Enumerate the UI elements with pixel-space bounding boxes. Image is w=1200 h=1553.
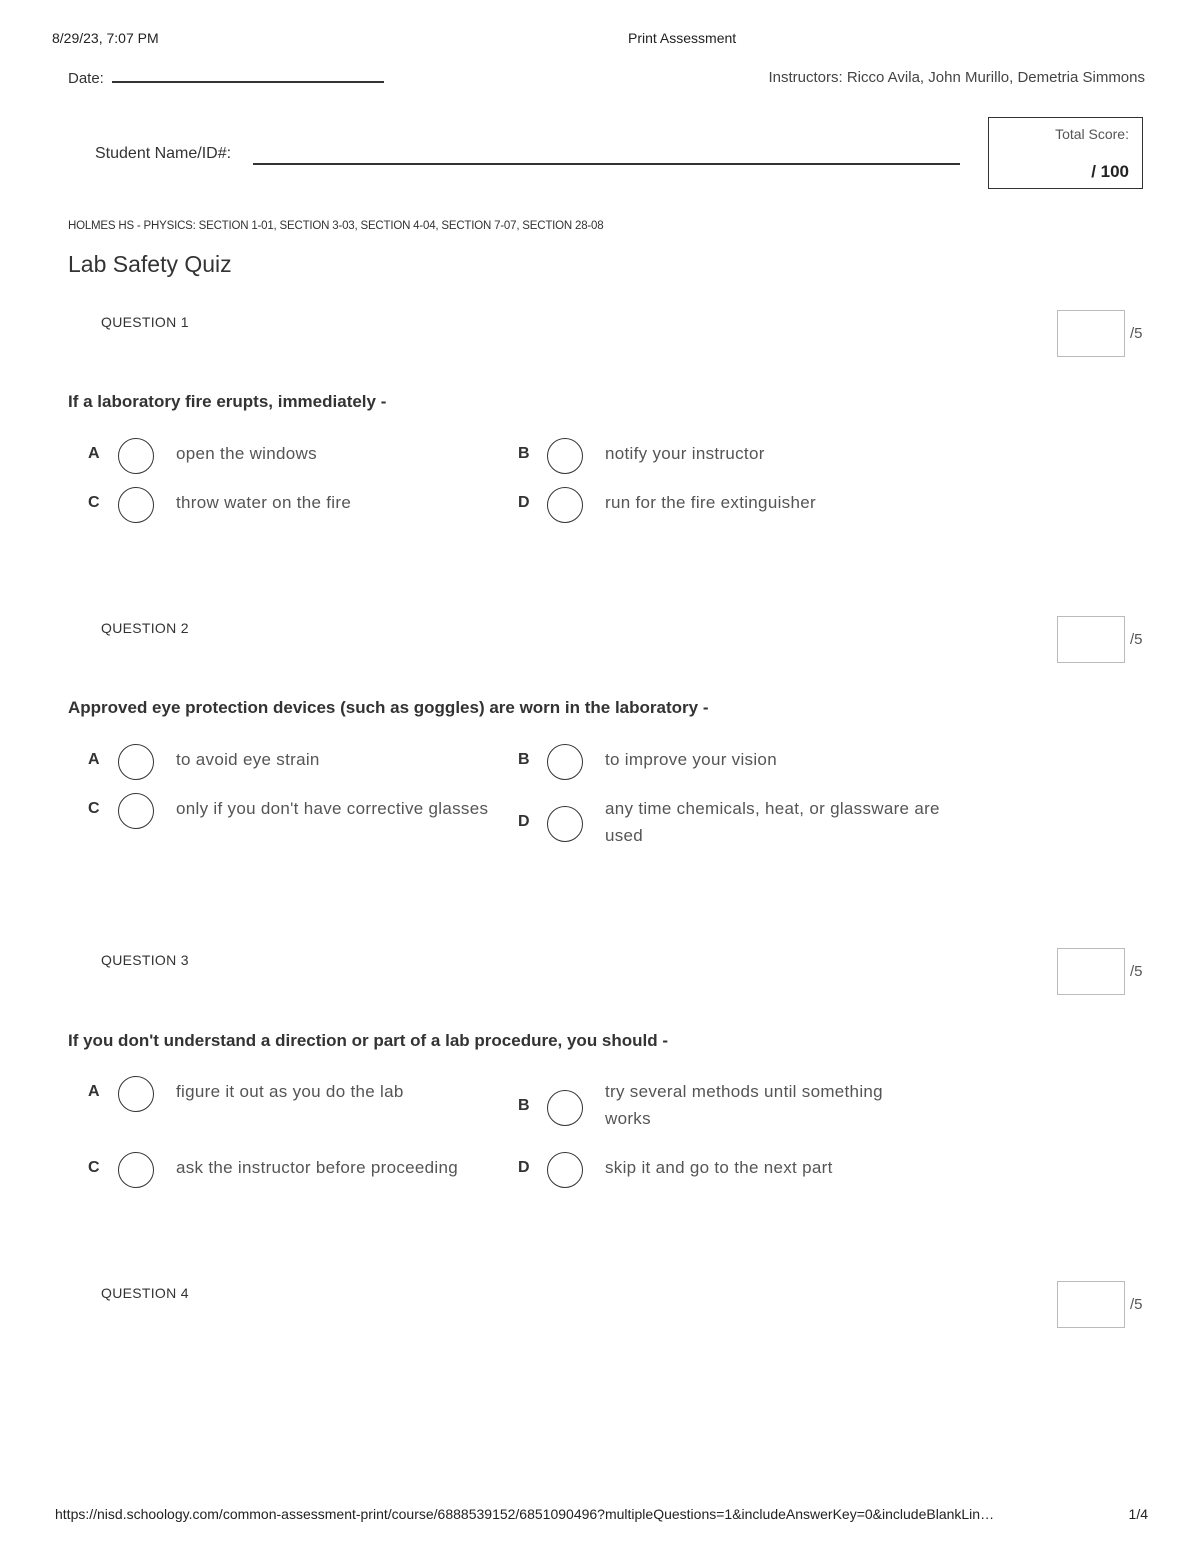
answer-circle[interactable] [547, 487, 583, 523]
answer-circle[interactable] [547, 438, 583, 474]
option-letter: B [518, 1097, 530, 1114]
option-text: run for the fire extinguisher [605, 493, 816, 512]
option-text: try several methods until something works [605, 1082, 883, 1128]
answer-circle[interactable] [118, 1076, 154, 1112]
answer-circle[interactable] [118, 793, 154, 829]
print-datetime: 8/29/23, 7:07 PM [52, 30, 159, 46]
date-label: Date: [68, 70, 104, 87]
page-number: 1/4 [1128, 1506, 1148, 1522]
option-letter: B [518, 751, 530, 768]
answer-circle[interactable] [547, 744, 583, 780]
total-score-box [988, 117, 1143, 189]
question-label: QUESTION 3 [101, 952, 189, 968]
points-max: /5 [1130, 325, 1143, 342]
answer-circle[interactable] [547, 806, 583, 842]
question-text: If a laboratory fire erupts, immediately - [68, 392, 387, 411]
option-text: only if you don't have corrective glasses [176, 799, 489, 818]
student-name-label: Student Name/ID#: [95, 145, 232, 162]
course-sections: HOLMES HS - PHYSICS: SECTION 1-01, SECTION 3-03, SECTION 4-04, SECTION 7-07, SECTION 28-08 [68, 220, 604, 232]
answer-circle[interactable] [118, 487, 154, 523]
total-score-label: Total Score: [1055, 126, 1129, 142]
option-letter: B [518, 445, 530, 462]
points-input[interactable] [1057, 948, 1125, 995]
option-text: to avoid eye strain [176, 750, 320, 769]
instructors-text: Instructors: Ricco Avila, John Murillo, Demetria Simmons [768, 69, 1145, 86]
option-text: figure it out as you do the lab [176, 1082, 404, 1101]
points-max: /5 [1130, 963, 1143, 980]
student-name-line [253, 163, 960, 165]
option-letter: C [88, 494, 100, 511]
option-letter: D [518, 494, 530, 511]
option-letter: D [518, 1159, 530, 1176]
answer-circle[interactable] [118, 1152, 154, 1188]
points-input[interactable] [1057, 310, 1125, 357]
total-score-value: / 100 [1091, 162, 1129, 181]
option-letter: C [88, 1159, 100, 1176]
points-input[interactable] [1057, 616, 1125, 663]
question-label: QUESTION 4 [101, 1285, 189, 1301]
answer-circle[interactable] [118, 744, 154, 780]
option-text: throw water on the fire [176, 493, 352, 512]
points-max: /5 [1130, 631, 1143, 648]
question-text: If you don't understand a direction or part of a lab procedure, you should - [68, 1031, 669, 1050]
option-letter: A [88, 1083, 100, 1100]
question-label: QUESTION 2 [101, 620, 189, 636]
answer-circle[interactable] [547, 1090, 583, 1126]
option-text: any time chemicals, heat, or glassware are used [605, 799, 940, 845]
points-input[interactable] [1057, 1281, 1125, 1328]
date-field-line [112, 81, 384, 83]
option-text: ask the instructor before proceeding [176, 1158, 459, 1177]
quiz-title: Lab Safety Quiz [68, 251, 232, 277]
answer-circle[interactable] [118, 438, 154, 474]
question-label: QUESTION 1 [101, 314, 189, 330]
option-text: skip it and go to the next part [605, 1158, 833, 1177]
option-letter: A [88, 445, 100, 462]
option-text: notify your instructor [605, 444, 765, 463]
points-max: /5 [1130, 1296, 1143, 1313]
question-text: Approved eye protection devices (such as goggles) are worn in the laboratory - [68, 698, 709, 717]
option-text: open the windows [176, 444, 317, 463]
option-letter: C [88, 800, 100, 817]
footer-url: https://nisd.schoology.com/common-assessment-print/course/6888539152/6851090496?multipleQuestions=1&includeAnswerKey=0&includeBlankLin… [55, 1506, 995, 1522]
print-title: Print Assessment [628, 30, 737, 46]
option-letter: A [88, 751, 100, 768]
option-letter: D [518, 813, 530, 830]
option-text: to improve your vision [605, 750, 777, 769]
answer-circle[interactable] [547, 1152, 583, 1188]
